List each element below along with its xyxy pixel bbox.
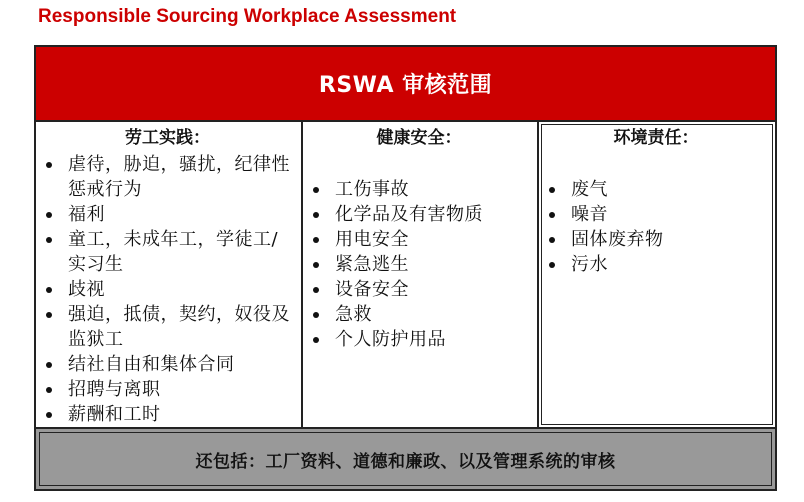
list-item: 急救 — [309, 302, 529, 327]
list-item: 薪酬和工时 — [42, 402, 293, 427]
list-item: 污水 — [545, 252, 767, 277]
labor-list — [42, 152, 293, 427]
list-item: 福利 — [42, 202, 293, 227]
environment-list — [545, 177, 767, 277]
table-title: RSWA 审核范围 — [318, 73, 493, 98]
list-item: 歧视 — [42, 277, 293, 302]
column-heading-environment: 环境责任： — [613, 128, 699, 148]
scope-columns — [36, 122, 775, 427]
scope-table — [34, 45, 777, 491]
column-heading-health: 健康安全： — [376, 128, 462, 148]
list-item: 噪音 — [545, 202, 767, 227]
footer-note: 还包括：工厂资料、道德和廉政、以及管理系统的审核 — [195, 451, 616, 472]
column-health-safety — [303, 122, 539, 427]
list-item: 紧急逃生 — [309, 252, 529, 277]
list-item: 固体废弃物 — [545, 227, 767, 252]
list-item: 童工，未成年工，学徒工/实习生 — [42, 227, 293, 277]
list-item: 虐待，胁迫，骚扰，纪律性惩戒行为 — [42, 152, 293, 202]
list-item: 招聘与离职 — [42, 377, 293, 402]
health-list — [309, 177, 529, 352]
document-subtitle: Responsible Sourcing Workplace Assessment — [38, 6, 457, 27]
column-environment — [539, 122, 775, 427]
list-item: 结社自由和集体合同 — [42, 352, 293, 377]
list-item: 用电安全 — [309, 227, 529, 252]
list-item: 废气 — [545, 177, 767, 202]
table-footer — [36, 427, 775, 489]
column-heading-labor: 劳工实践： — [125, 128, 210, 148]
table-header — [36, 47, 775, 122]
list-item: 化学品及有害物质 — [309, 202, 529, 227]
list-item: 个人防护用品 — [309, 327, 529, 352]
column-labor-practices — [36, 122, 303, 427]
list-item: 设备安全 — [309, 277, 529, 302]
list-item: 强迫，抵债，契约，奴役及监狱工 — [42, 302, 293, 352]
list-item: 工伤事故 — [309, 177, 529, 202]
